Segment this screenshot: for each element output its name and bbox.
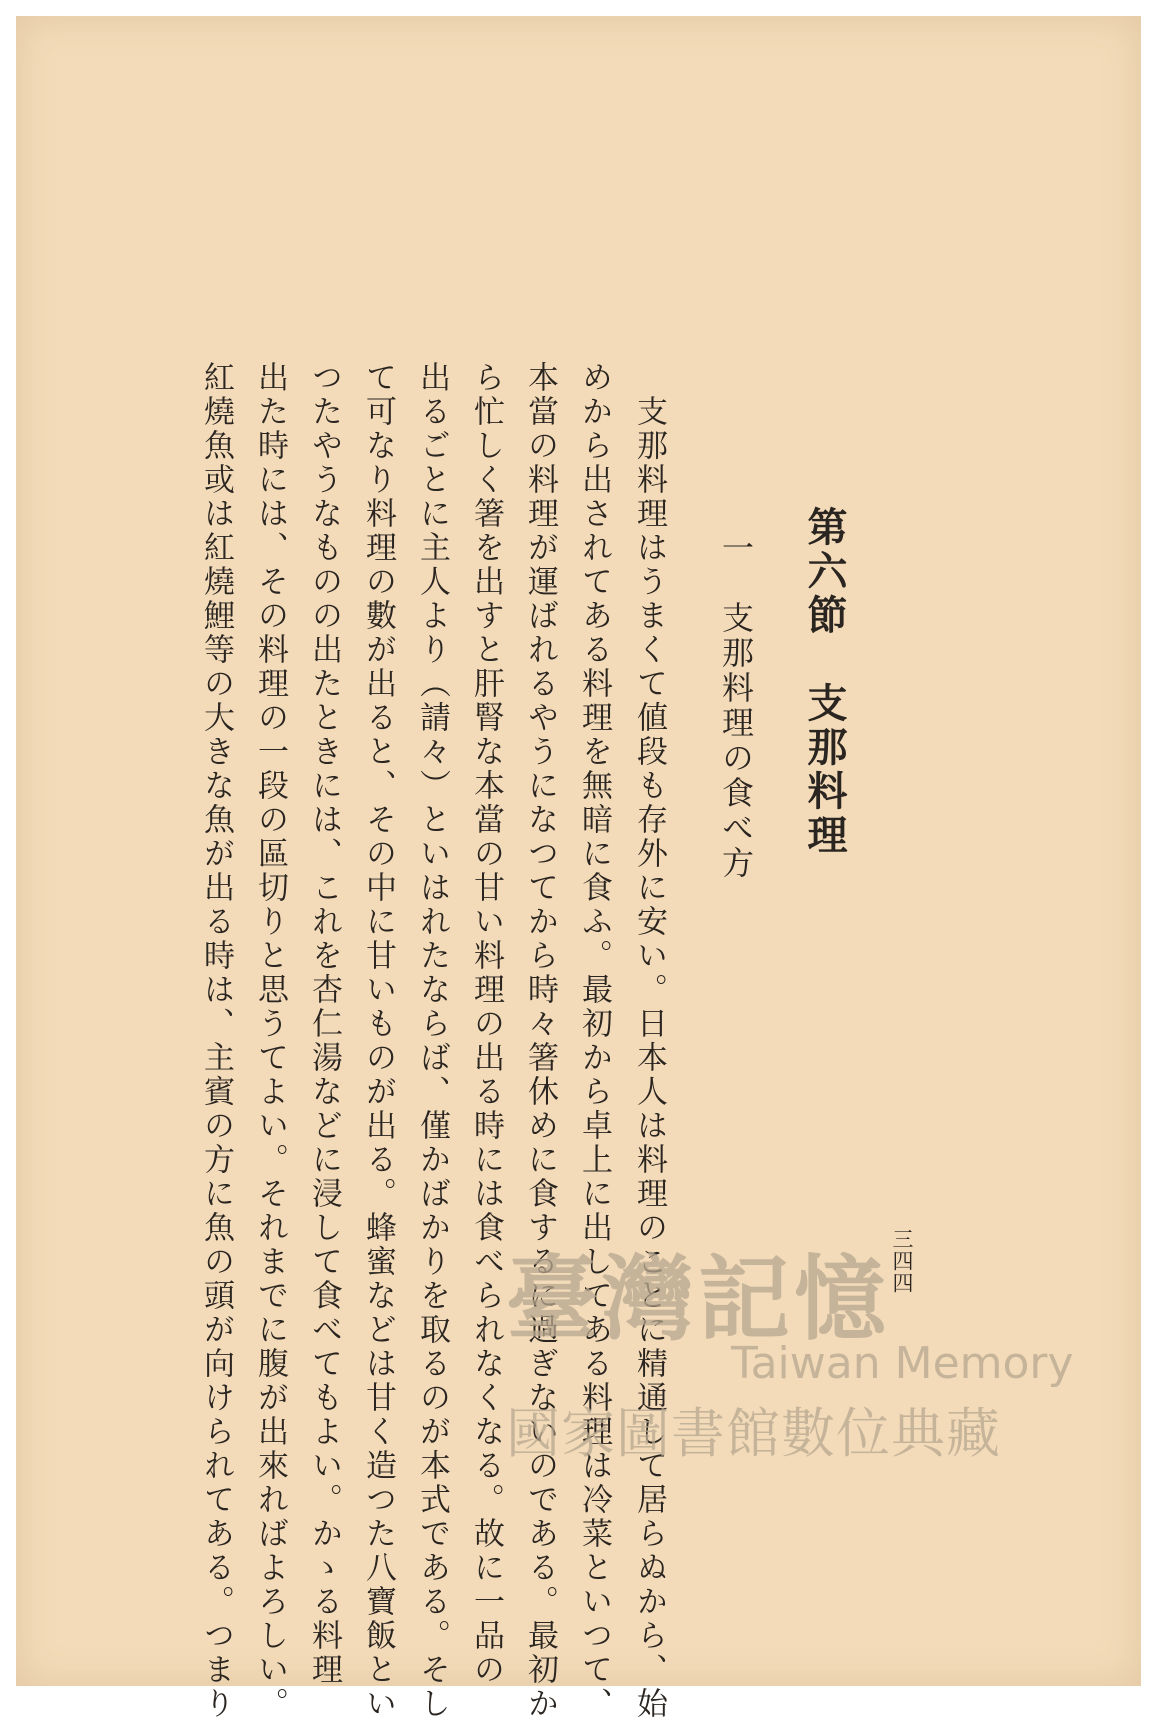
body-column: ら忙しく箸を出すと肝腎な本當の甘い料理の出る時には食べられなくなる。故に一品の — [468, 361, 504, 1687]
body-column: 出るごとに主人より（請々）といはれたならば、僅かばかりを取るのが本式である。そし — [414, 361, 450, 1721]
watermark-english: Taiwan Memory — [731, 1338, 1074, 1389]
body-column: 支那料理はうまくて値段も存外に安い。日本人は料理のことに精通して居らぬから、始 — [631, 361, 667, 1721]
section-title: 第六節 支那料理 — [801, 506, 848, 858]
body-column: 紅燒魚或は紅燒鯉等の大きな魚が出る時は、主賓の方に魚の頭が向けられてある。つまり — [198, 361, 234, 1721]
body-column: めから出されてある料理を無暗に食ふ。最初から卓上に出してある料理は冷菜といつて、 — [576, 361, 612, 1721]
body-column: 出た時には、その料理の一段の區切りと思うてよい。それまでに腹が出來ればよろしい。 — [252, 361, 288, 1721]
body-column: つたやうなものの出たときには、これを杏仁湯などに浸して食べてもよい。かゝる料理 — [306, 361, 342, 1687]
watermark-chinese: 國家圖書館數位典藏 — [506, 1402, 1001, 1465]
book-page — [16, 16, 1141, 1721]
page-number: 三四四 — [890, 1228, 914, 1294]
watermark-logo: 臺灣記憶 — [506, 1246, 891, 1353]
subsection-title: 一 支那料理の食べ方 — [717, 531, 755, 881]
body-column: 本當の料理が運ばれるやうになつてから時々箸休めに食するに過ぎないのである。最初か — [522, 361, 558, 1721]
body-column: て可なり料理の數が出ると、その中に甘いものが出る。蜂蜜などは甘く造つた八寶飯とい — [360, 361, 396, 1721]
